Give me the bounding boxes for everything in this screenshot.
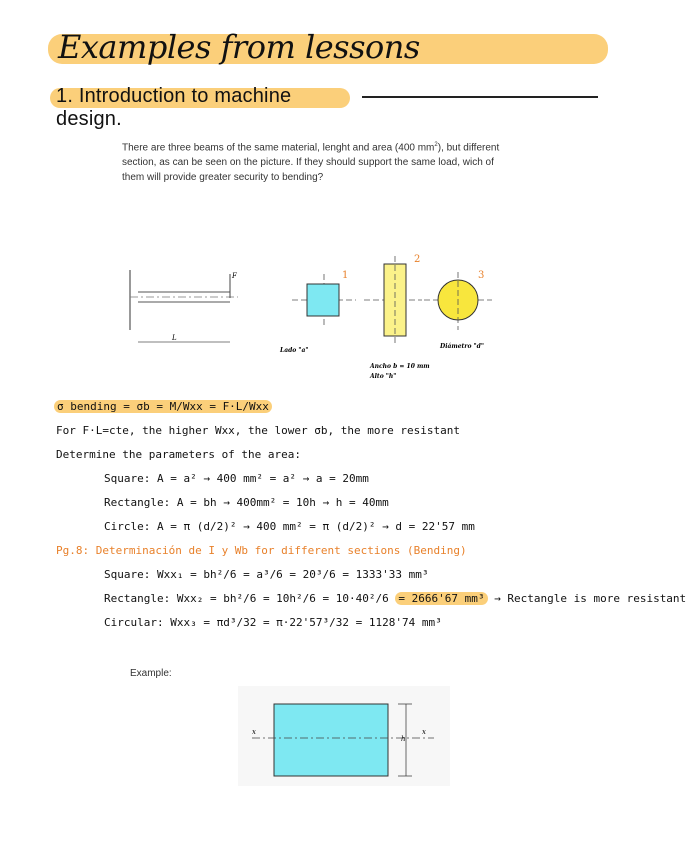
bending-formula: σ bending = σb = M/Wxx = F·L/Wxx bbox=[54, 400, 272, 413]
section-heading: 1. Introduction to machine design. bbox=[56, 85, 292, 130]
length-label: L bbox=[172, 334, 177, 342]
section-divider bbox=[362, 96, 598, 98]
axis-x-left: x bbox=[252, 728, 256, 736]
rectangle-modulus: Rectangle: Wxx₂ = bh²/6 = 10h²/6 = 10·40²/6 = 2666'67 mm³ → Rectangle is more resistant bbox=[104, 592, 686, 605]
side-label: Lado "a" bbox=[280, 347, 309, 354]
square-modulus: Square: Wxx₁ = bh²/6 = a³/6 = 20³/6 = 1333'33 mm³ bbox=[104, 568, 429, 581]
section-heading-highlight bbox=[50, 85, 350, 130]
diameter-label: Diámetro "d" bbox=[440, 343, 485, 350]
label-3: 3 bbox=[478, 270, 485, 281]
example-figure bbox=[238, 686, 450, 786]
for-line: For F·L=cte, the higher Wxx, the lower σb, the more resistant bbox=[56, 424, 460, 437]
axis-x-right: x bbox=[422, 728, 426, 736]
problem-statement: There are three beams of the same material, lenght and area (400 $mm^2$), but different section, as can be seen on the picture. If they should support the same load, wich of them will provide greater security to bending? bbox=[122, 142, 500, 184]
example-label: Example: bbox=[130, 668, 172, 679]
determine-line: Determine the parameters of the area: bbox=[56, 448, 302, 461]
square-section bbox=[307, 284, 339, 316]
width-label: Ancho b = 10 mm bbox=[370, 363, 430, 370]
rectangle-area: Rectangle: A = bh → 400mm² = 10h → h = 40mm bbox=[104, 496, 389, 509]
example-rectangle bbox=[274, 704, 388, 776]
circle-modulus: Circular: Wxx₃ = πd³/32 = π·22'57³/32 = 1128'74 mm³ bbox=[104, 616, 442, 629]
page-title-highlight bbox=[48, 28, 608, 66]
pg-reference: Pg.8: Determinación de I y Wb for different sections (Bending) bbox=[56, 544, 467, 557]
force-label: F bbox=[232, 272, 237, 280]
page-title: Examples from lessons bbox=[58, 28, 420, 66]
square-area: Square: A = a² → 400 mm² = a² → a = 20mm bbox=[104, 472, 369, 485]
beams-figure bbox=[120, 250, 510, 385]
height-dimension: h bbox=[401, 735, 406, 743]
circle-area: Circle: A = π (d/2)² → 400 mm² = π (d/2)² → d = 22'57 mm bbox=[104, 520, 475, 533]
label-2: 2 bbox=[414, 254, 421, 265]
label-1: 1 bbox=[342, 270, 349, 281]
height-label: Alto "h" bbox=[370, 373, 397, 380]
